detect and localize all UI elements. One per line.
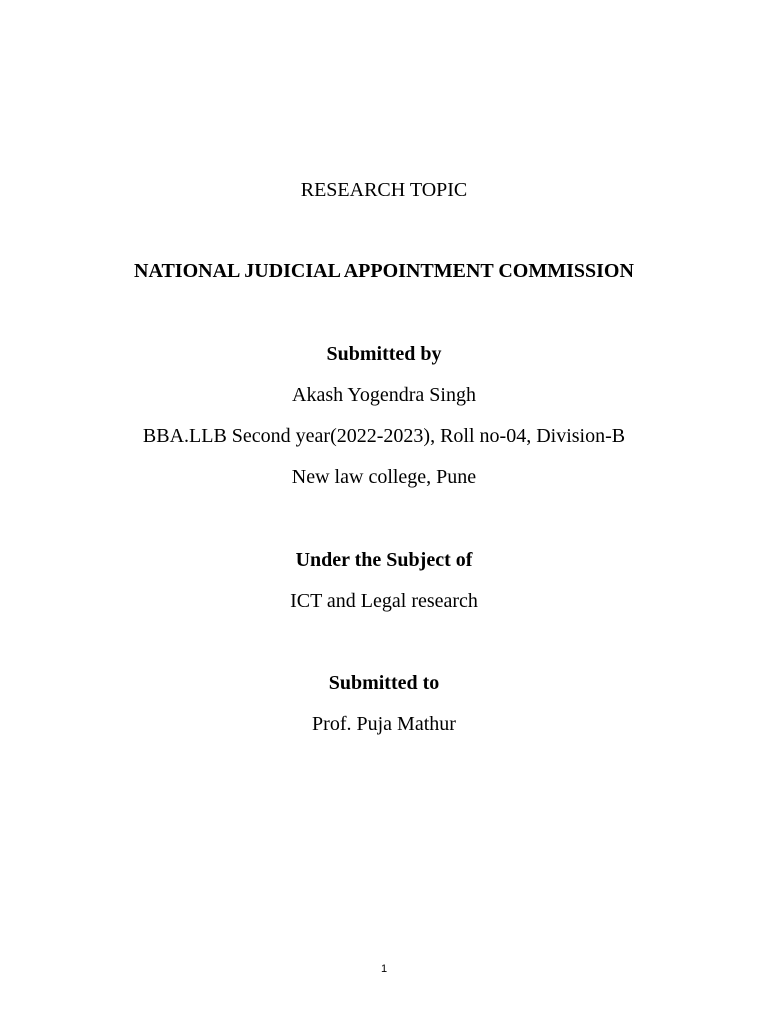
page-number: 1 [380, 963, 388, 975]
guide-name: Prof. Puja Mathur [312, 713, 456, 735]
author-college: New law college, Pune [291, 466, 477, 488]
author-course-details: BBA.LLB Second year(2022-2023), Roll no-04, Division-B [142, 425, 626, 447]
subject-name: ICT and Legal research [290, 590, 478, 612]
document-title: NATIONAL JUDICIAL APPOINTMENT COMMISSION [134, 260, 634, 282]
submitted-by-heading: Submitted by [326, 343, 442, 365]
research-topic-label: RESEARCH TOPIC [300, 179, 468, 201]
submitted-to-heading: Submitted to [328, 672, 440, 694]
subject-heading: Under the Subject of [295, 549, 473, 571]
author-name: Akash Yogendra Singh [292, 384, 476, 406]
